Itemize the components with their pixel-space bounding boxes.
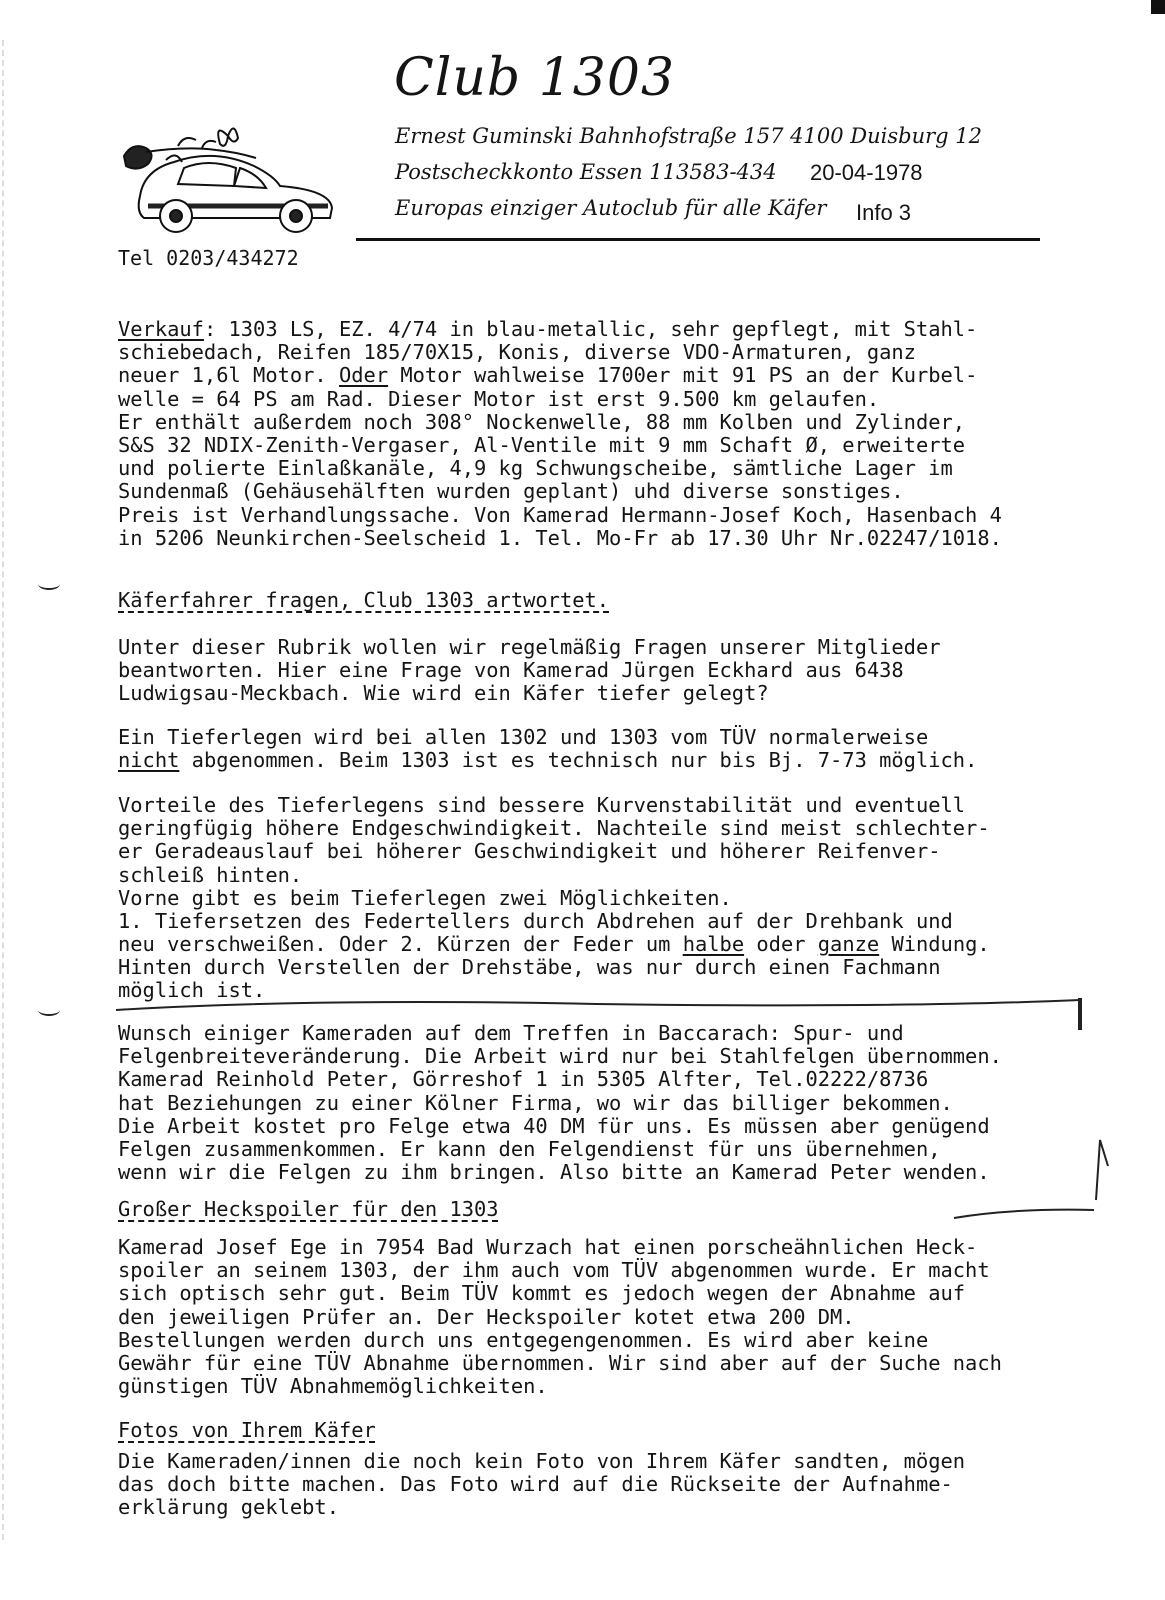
scan-edge-left — [2, 40, 6, 1540]
fragen-heading: Käferfahrer fragen, Club 1303 artwortet. — [118, 588, 610, 612]
verkauf-line: Sundenmaß (Gehäusehälften wurden geplant) uhd diverse sonstiges. — [118, 479, 904, 504]
verkauf-line: S&S 32 NDIX-Zenith-Vergaser, Al-Ventile mit 9 mm Schaft Ø, erweiterte — [118, 433, 966, 458]
text-line: abgenommen. Beim 1303 ist es technisch nur bis Bj. 7-73 möglich. — [179, 748, 978, 773]
verkauf-label: Verkauf — [118, 317, 204, 341]
spoiler-heading: Großer Heckspoiler für den 1303 — [118, 1197, 499, 1221]
address-line: Ernest Guminski Bahnhofstraße 157 4100 Duisburg 12 — [395, 124, 982, 148]
issue-number: Info 3 — [856, 200, 912, 225]
text-line: oder — [744, 932, 818, 956]
telephone: Tel 0203/434272 — [118, 246, 299, 270]
verkauf-line: Er enthält außerdem noch 308° Nockenwelle, 88 mm Kolben und Zylinder, — [118, 409, 966, 434]
margin-scribble — [1086, 1130, 1116, 1210]
fotos-heading: Fotos von Ihrem Käfer — [118, 1418, 376, 1442]
text-line: Windung. — [879, 932, 990, 956]
spoiler-section: Kamerad Josef Ege in 7954 Bad Wurzach hat einen porscheähnlichen Heck- spoiler an seinem 1303, der ihm auch vom TÜV abgenommen wurde. Er macht sich optisch sehr gut. Beim TÜV kommt es jedoch wegen der Abnahme auf den jeweiligen Prüfer an. Der Heckspoiler kotet etwa 200 DM. Bestellungen werden durch uns entgegengenommen. Es wird aber keine Gewähr für eine TÜV Abnahme übernommen. Wir sind aber auf der Suche nach günstigen TÜV Abnahmemöglichkeiten. — [118, 1235, 1002, 1399]
scan-corner-mark — [1151, 0, 1165, 14]
verkauf-line: welle = 64 PS am Rad. Dieser Motor ist erst 9.500 km gelaufen. — [118, 386, 880, 411]
text-line: neu verschweißen. Oder 2. Kürzen der Feder um — [118, 932, 683, 956]
verkauf-line: neuer 1,6l Motor. — [118, 363, 339, 388]
halbe-word: halbe — [682, 932, 745, 956]
felgen-section: Wunsch einiger Kameraden auf dem Treffen in Baccarach: Spur- und Felgenbreiteveränderung. Die Arbeit wird nur bei Stahlfelgen übernommen. Kamerad Reinhold Peter, Görreshof 1 in 5305 Alfter, Tel.02222/8736 hat Beziehungen zu einer Kölner Firma, wo wir das billiger bekommen. Die Arbeit kostet pro Felge etwa 40 DM für uns. Es müssen aber genügend Felgen zusammenkommen. Er kann den Felgendienst für uns übernehmen, wenn wir die Felgen zu ihm bringen. Also bitte an Kamerad Peter wenden. — [118, 1021, 1002, 1185]
header-rule — [356, 238, 1040, 241]
verkauf-line: und polierte Einlaßkanäle, 4,9 kg Schwungscheibe, sämtliche Lager im — [118, 456, 953, 481]
fragen-paragraph-2: Vorteile des Tieferlegens sind bessere Kurvenstabilität und eventuell geringfügig höhere Endgeschwindigkeit. Nachteile sind meist schlechter- er Geradeauslauf bei höherer Geschwindigkeit und höherer Reifenver- schleiß hinten. Vorne gibt es beim Tieferlegen zwei Möglichkeiten. 1. Tiefersetzen des Federtellers durch Abdrehen auf der Drehbank und — [118, 793, 990, 934]
fotos-section: Die Kameraden/innen die noch kein Foto von Ihrem Käfer sandten, mögen das doch bitte machen. Das Foto wird auf die Rückseite der Aufnahme- erklärung geklebt. — [118, 1449, 966, 1520]
newsletter-date: 20-04-1978 — [810, 160, 923, 185]
fragen-paragraph-1 — [118, 726, 1113, 772]
tagline: Europas einziger Autoclub für alle Käfer — [395, 196, 827, 220]
fragen-paragraph-3: Hinten durch Verstellen der Drehstäbe, was nur durch einen Fachmann möglich ist. — [118, 955, 941, 1003]
nicht-word: nicht — [118, 748, 180, 773]
verkauf-line: in 5206 Neunkirchen-Seelscheid 1. Tel. Mo-Fr ab 17.30 Uhr Nr.02247/1018. — [118, 525, 1002, 550]
text-line: Ein Tieferlegen wird bei allen 1302 und 1303 vom TÜV normalerweise — [118, 725, 929, 749]
postscheck-line: Postscheckkonto Essen 113583-434 — [395, 160, 777, 184]
margin-scribble — [950, 1200, 1100, 1230]
fragen-intro: Unter dieser Rubrik wollen wir regelmäßig Fragen unserer Mitglieder beantworten. Hier eine Frage von Kamerad Jürgen Eckhard aus 6438 Ludwigsau-Meckbach. Wie wird ein Käfer tiefer gelegt? — [118, 635, 941, 706]
club-title: Club 1303 — [394, 48, 676, 108]
verkauf-line: Preis ist Verhandlungssache. Von Kamerad Hermann-Josef Koch, Hasenbach 4 — [118, 502, 1002, 527]
margin-tick — [38, 1004, 60, 1016]
margin-tick — [38, 578, 60, 590]
oder-word: Oder — [338, 363, 389, 388]
verkauf-line: Motor wahlweise 1700er mit 91 PS an der Kurbel- — [388, 363, 978, 388]
verkauf-section — [118, 318, 1113, 550]
fragen-paragraph-2-end — [118, 933, 1113, 956]
beetle-car-logo-icon — [118, 118, 342, 236]
verkauf-line: : 1303 LS, EZ. 4/74 in blau-metallic, sehr gepflegt, mit Stahl- — [203, 317, 978, 341]
verkauf-line: schiebedach, Reifen 185/70X15, Konis, diverse VDO-Armaturen, ganz — [118, 340, 916, 365]
ganze-word: ganze — [817, 932, 880, 956]
